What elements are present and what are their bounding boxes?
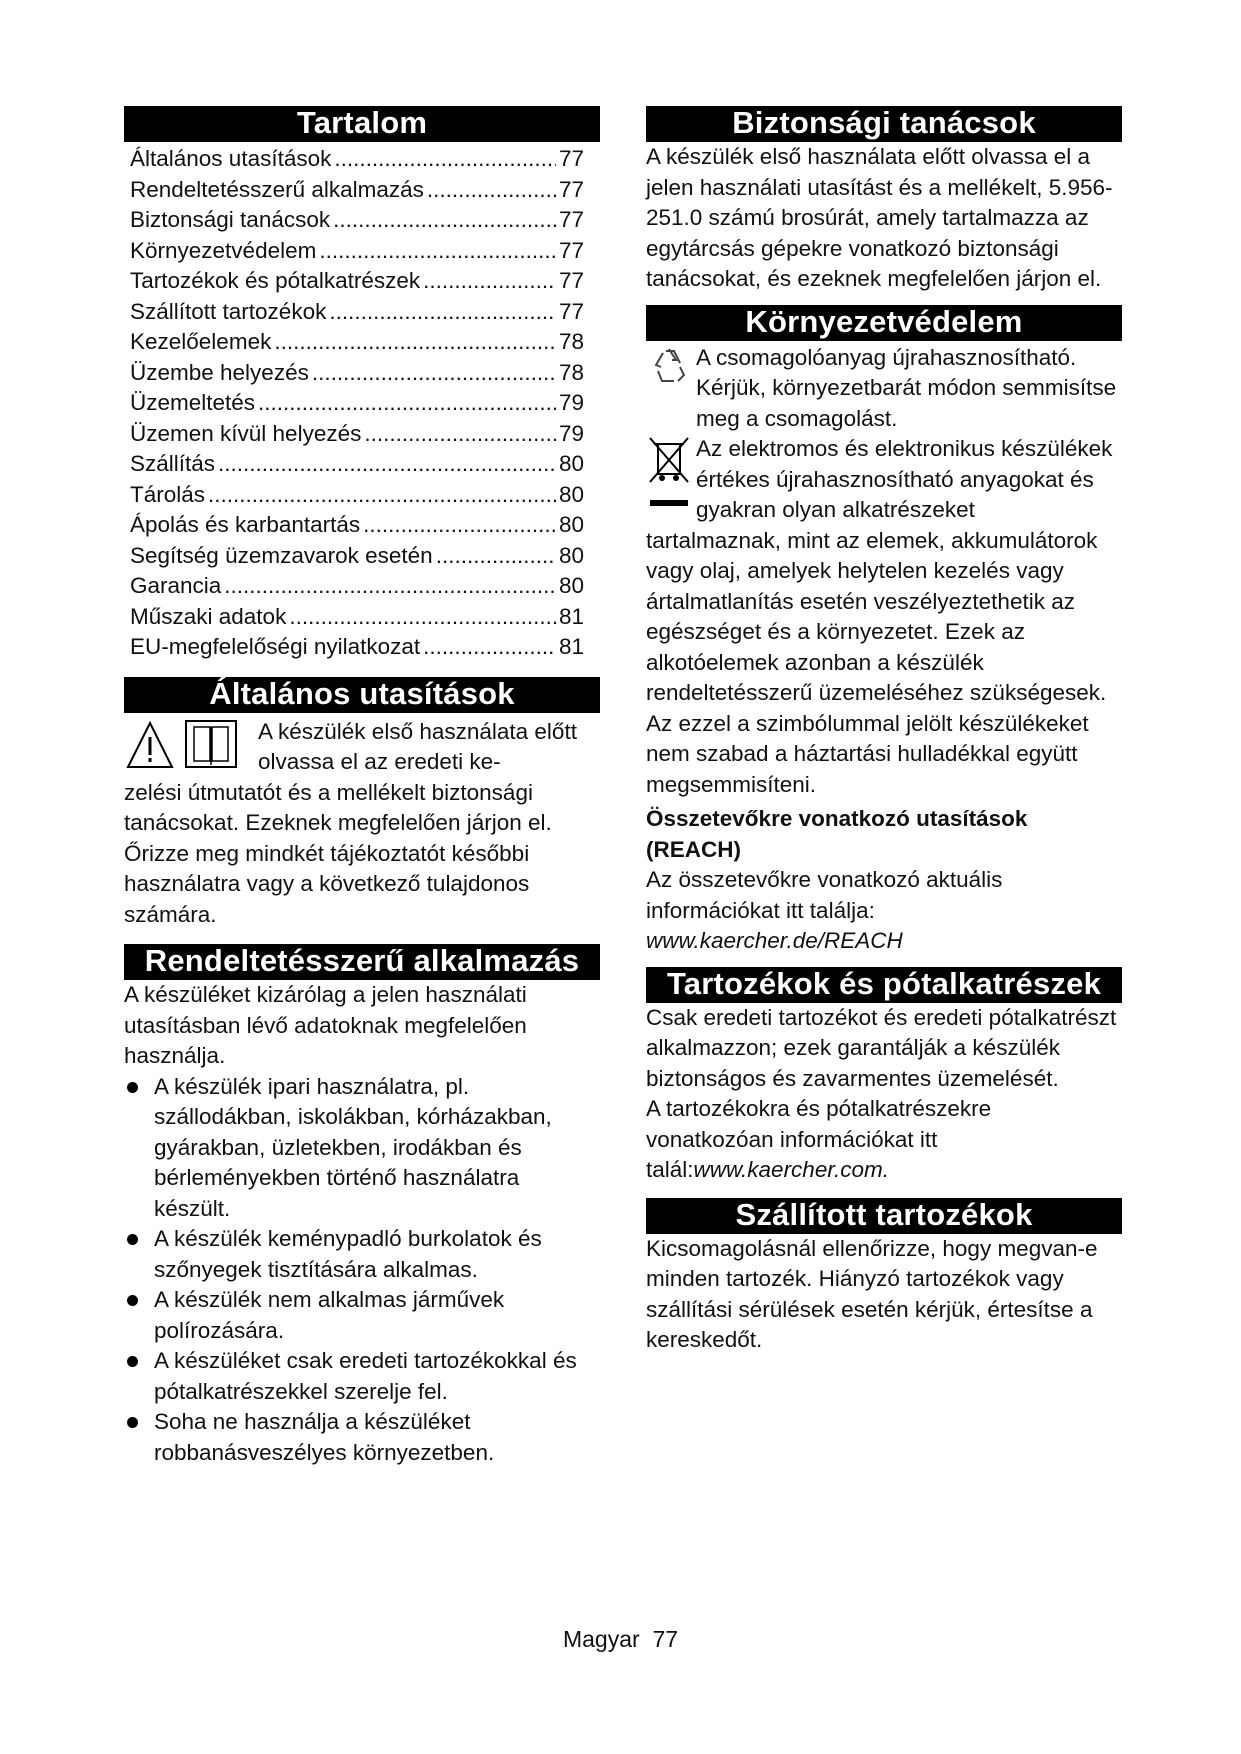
toc-entry — [130, 388, 600, 419]
reach-text — [646, 865, 1122, 957]
intended-use-intro: A készüléket kizárólag a jelen használati utasításban lévő adatoknak megfelelően használja. — [124, 982, 527, 1068]
intended-use-list — [124, 1072, 600, 1469]
toc-leader-dots — [218, 449, 556, 480]
toc-entry-page: 78 — [558, 359, 584, 385]
accessories-text2-body: A tartozékokra és pótalkatrészekre vonatkozóan információkat itt talál: — [646, 1096, 992, 1182]
toc-entry-title: Általános utasítások — [130, 146, 332, 171]
toc-leader-dots — [423, 266, 556, 297]
toc-leader-dots — [329, 297, 556, 328]
toc-entry-page: 80 — [558, 542, 584, 568]
toc-entry — [130, 449, 600, 480]
toc-entry — [130, 602, 600, 633]
toc-entry — [130, 236, 600, 267]
reach-text-body: Az összetevőkre vonatkozó aktuális információkat itt találja: — [646, 867, 1003, 923]
toc-entry-page: 77 — [558, 268, 584, 293]
toc-leader-dots — [423, 632, 556, 663]
delivered-text: Kicsomagolásnál ellenőrizze, hogy megvan-e minden tartozék. Hiányzó tartozékok vagy szállítási sérülések esetén kérjük, értesítse a kereskedőt. — [646, 1235, 1098, 1352]
toc-entry-page: 81 — [558, 603, 584, 629]
manual-book-icon — [186, 721, 236, 767]
intended-use-bullet: A készülék nem alkalmas járművek polírozására. — [124, 1285, 600, 1346]
accessories-link[interactable]: www.kaercher.com. — [693, 1157, 889, 1182]
toc-entry-page: 77 — [558, 207, 584, 232]
toc-entry — [130, 266, 600, 297]
toc-entry-page: 80 — [558, 451, 584, 476]
intended-use-bullet: A készüléket csak eredeti tartozékokkal és pótalkatrészekkel szerelje fel. — [124, 1346, 600, 1407]
toc-entry-page: 77 — [558, 237, 584, 263]
toc-entry-title: Tartozékok és pótalkatrészek — [130, 268, 421, 293]
accessories-heading: Tartozékok és pótalkatrészek — [646, 967, 1122, 1003]
toc-entry-page: 77 — [558, 298, 584, 324]
toc-entry — [130, 144, 600, 175]
toc-entry-title: Üzemen kívül helyezés — [130, 420, 362, 446]
weee-text-part2: tartalmaznak, mint az elemek, akkumulátorok vagy olaj, amelyek helytelen kezelés vagy ártalmatlanítás esetén veszélyeztethetik az egészséget és a környezetet. Ezek az alkotóelemek azonban a készülék rendeltetésszerű üzemeléséhez szükségesek. Az ezzel a szimbólummal jelölt készülékeket nem szabad a háztartási hulladékkal együtt megsemmisíteni. — [646, 527, 1107, 797]
toc-leader-dots — [274, 327, 556, 358]
toc-entry-title: Műszaki adatok — [130, 603, 287, 629]
accessories-text2 — [646, 1094, 1122, 1186]
footer-page-number: 77 — [652, 1626, 679, 1652]
general-notice — [124, 717, 600, 931]
toc-entry-title: Szállított tartozékok — [130, 298, 327, 324]
toc-leader-dots — [224, 571, 556, 602]
toc-leader-dots — [258, 388, 556, 419]
intended-use-bullet: Soha ne használja a készüléket robbanásveszélyes környezetben. — [124, 1407, 600, 1468]
toc-entry-title: Környezetvédelem — [130, 237, 317, 263]
general-text-part2: zelési útmutatót és a mellékelt biztonsági tanácsokat. Ezeknek megfelelően járjon el. Őrizze meg mindkét tájékoztatót későbbi használatra vagy a következő tulajdonos számára. — [124, 779, 552, 927]
toc-entry-title: Üzembe helyezés — [130, 359, 309, 385]
recycle-notice — [646, 343, 1122, 435]
toc-entry — [130, 510, 600, 541]
toc-entry-title: Segítség üzemzavarok esetén — [130, 542, 433, 568]
crossed-bin-icon — [646, 434, 696, 520]
toc-entry — [130, 541, 600, 572]
toc-entry — [130, 358, 600, 389]
recycling-icon — [646, 343, 696, 399]
footer-language: Magyar — [562, 1626, 640, 1652]
reach-heading: Összetevőkre vonatkozó utasítások (REACH) — [646, 806, 1028, 862]
toc-entry-title: Üzemeltetés — [130, 390, 256, 415]
intended-use-bullet: A készülék ipari használatra, pl. szállodákban, iskolákban, kórházakban, gyárakban, üzletekben, irodákban és bérleményekben történő használatra készült. — [124, 1072, 600, 1225]
toc-leader-dots — [289, 602, 556, 633]
safety-text: A készülék első használata előtt olvassa el a jelen használati utasítást és a mellékelt, 5.956-251.0 számú brosúrát, amely tartalmazza az egytárcsás gépekre vonatkozó biztonsági tanácsokat, és ezeknek megfelelően járjon el. — [646, 144, 1113, 291]
general-heading: Általános utasítások — [124, 677, 600, 713]
toc-entry-page: 77 — [558, 176, 584, 202]
toc-leader-dots — [427, 175, 556, 206]
toc-entry — [130, 175, 600, 206]
toc-entry — [130, 571, 600, 602]
toc-entry — [130, 327, 600, 358]
intended-use-bullet: A készülék keménypadló burkolatok és szőnyegek tisztítására alkalmas. — [124, 1224, 600, 1285]
toc-entry-title: Szállítás — [130, 451, 216, 476]
toc-entry-page: 79 — [558, 390, 584, 415]
toc-entry — [130, 297, 600, 328]
toc-leader-dots — [334, 144, 556, 175]
delivered-heading: Szállított tartozékok — [646, 1198, 1122, 1234]
toc-entry-title: Kezelőelemek — [130, 329, 272, 354]
toc-entry-page: 80 — [558, 481, 584, 507]
toc-entry-page: 80 — [558, 573, 584, 598]
toc-entry-page: 79 — [558, 420, 584, 446]
toc-entry-page: 78 — [558, 329, 584, 354]
toc-entry-title: Biztonsági tanácsok — [130, 207, 331, 232]
right-column — [646, 106, 1122, 1356]
toc-entry-title: Ápolás és karbantartás — [130, 512, 361, 537]
weee-text-part1: Az elektromos és elektronikus készülékek értékes újrahasznosítható anyagokat és gyakran olyan alkatrészeket — [696, 436, 1113, 522]
weee-notice — [646, 434, 1122, 800]
toc-leader-dots — [333, 205, 556, 236]
reach-link[interactable]: www.kaercher.de/REACH — [646, 928, 903, 953]
intended-use-heading: Rendeltetésszerű alkalmazás — [124, 944, 600, 980]
toc-entry — [130, 632, 600, 663]
toc-entry — [130, 480, 600, 511]
page-footer — [0, 1626, 1241, 1653]
toc-entry-page: 81 — [558, 634, 584, 659]
toc-leader-dots — [363, 510, 556, 541]
accessories-text1: Csak eredeti tartozékot és eredeti pótalkatrészt alkalmazzon; ezek garantálják a készülék biztonságos és zavarmentes üzemelését. — [646, 1004, 1117, 1091]
toc-leader-dots — [312, 358, 556, 389]
table-of-contents — [124, 144, 600, 663]
environment-heading: Környezetvédelem — [646, 305, 1122, 341]
general-text-part1: A készülék első használata előtt olvassa el az eredeti ke- — [258, 718, 577, 774]
toc-entry-page: 80 — [558, 512, 584, 537]
toc-entry-title: Garancia — [130, 573, 222, 598]
toc-entry — [130, 205, 600, 236]
toc-entry-title: Rendeltetésszerű alkalmazás — [130, 176, 424, 202]
toc-entry-title: EU-megfelelőségi nyilatkozat — [130, 634, 421, 659]
toc-leader-dots — [436, 541, 556, 572]
toc-leader-dots — [208, 480, 556, 511]
toc-leader-dots — [364, 419, 556, 450]
warning-icons — [124, 717, 242, 777]
toc-heading: Tartalom — [124, 106, 600, 142]
toc-entry-title: Tárolás — [130, 481, 206, 507]
toc-entry-page: 77 — [558, 146, 584, 171]
warning-triangle-icon — [124, 717, 242, 777]
left-column — [124, 106, 600, 1468]
toc-entry — [130, 419, 600, 450]
recycle-text: A csomagolóanyag újrahasznosítható. Kérjük, környezetbarát módon semmisítse meg a csomagolást. — [696, 344, 1117, 431]
toc-leader-dots — [319, 236, 556, 267]
safety-heading: Biztonsági tanácsok — [646, 106, 1122, 142]
